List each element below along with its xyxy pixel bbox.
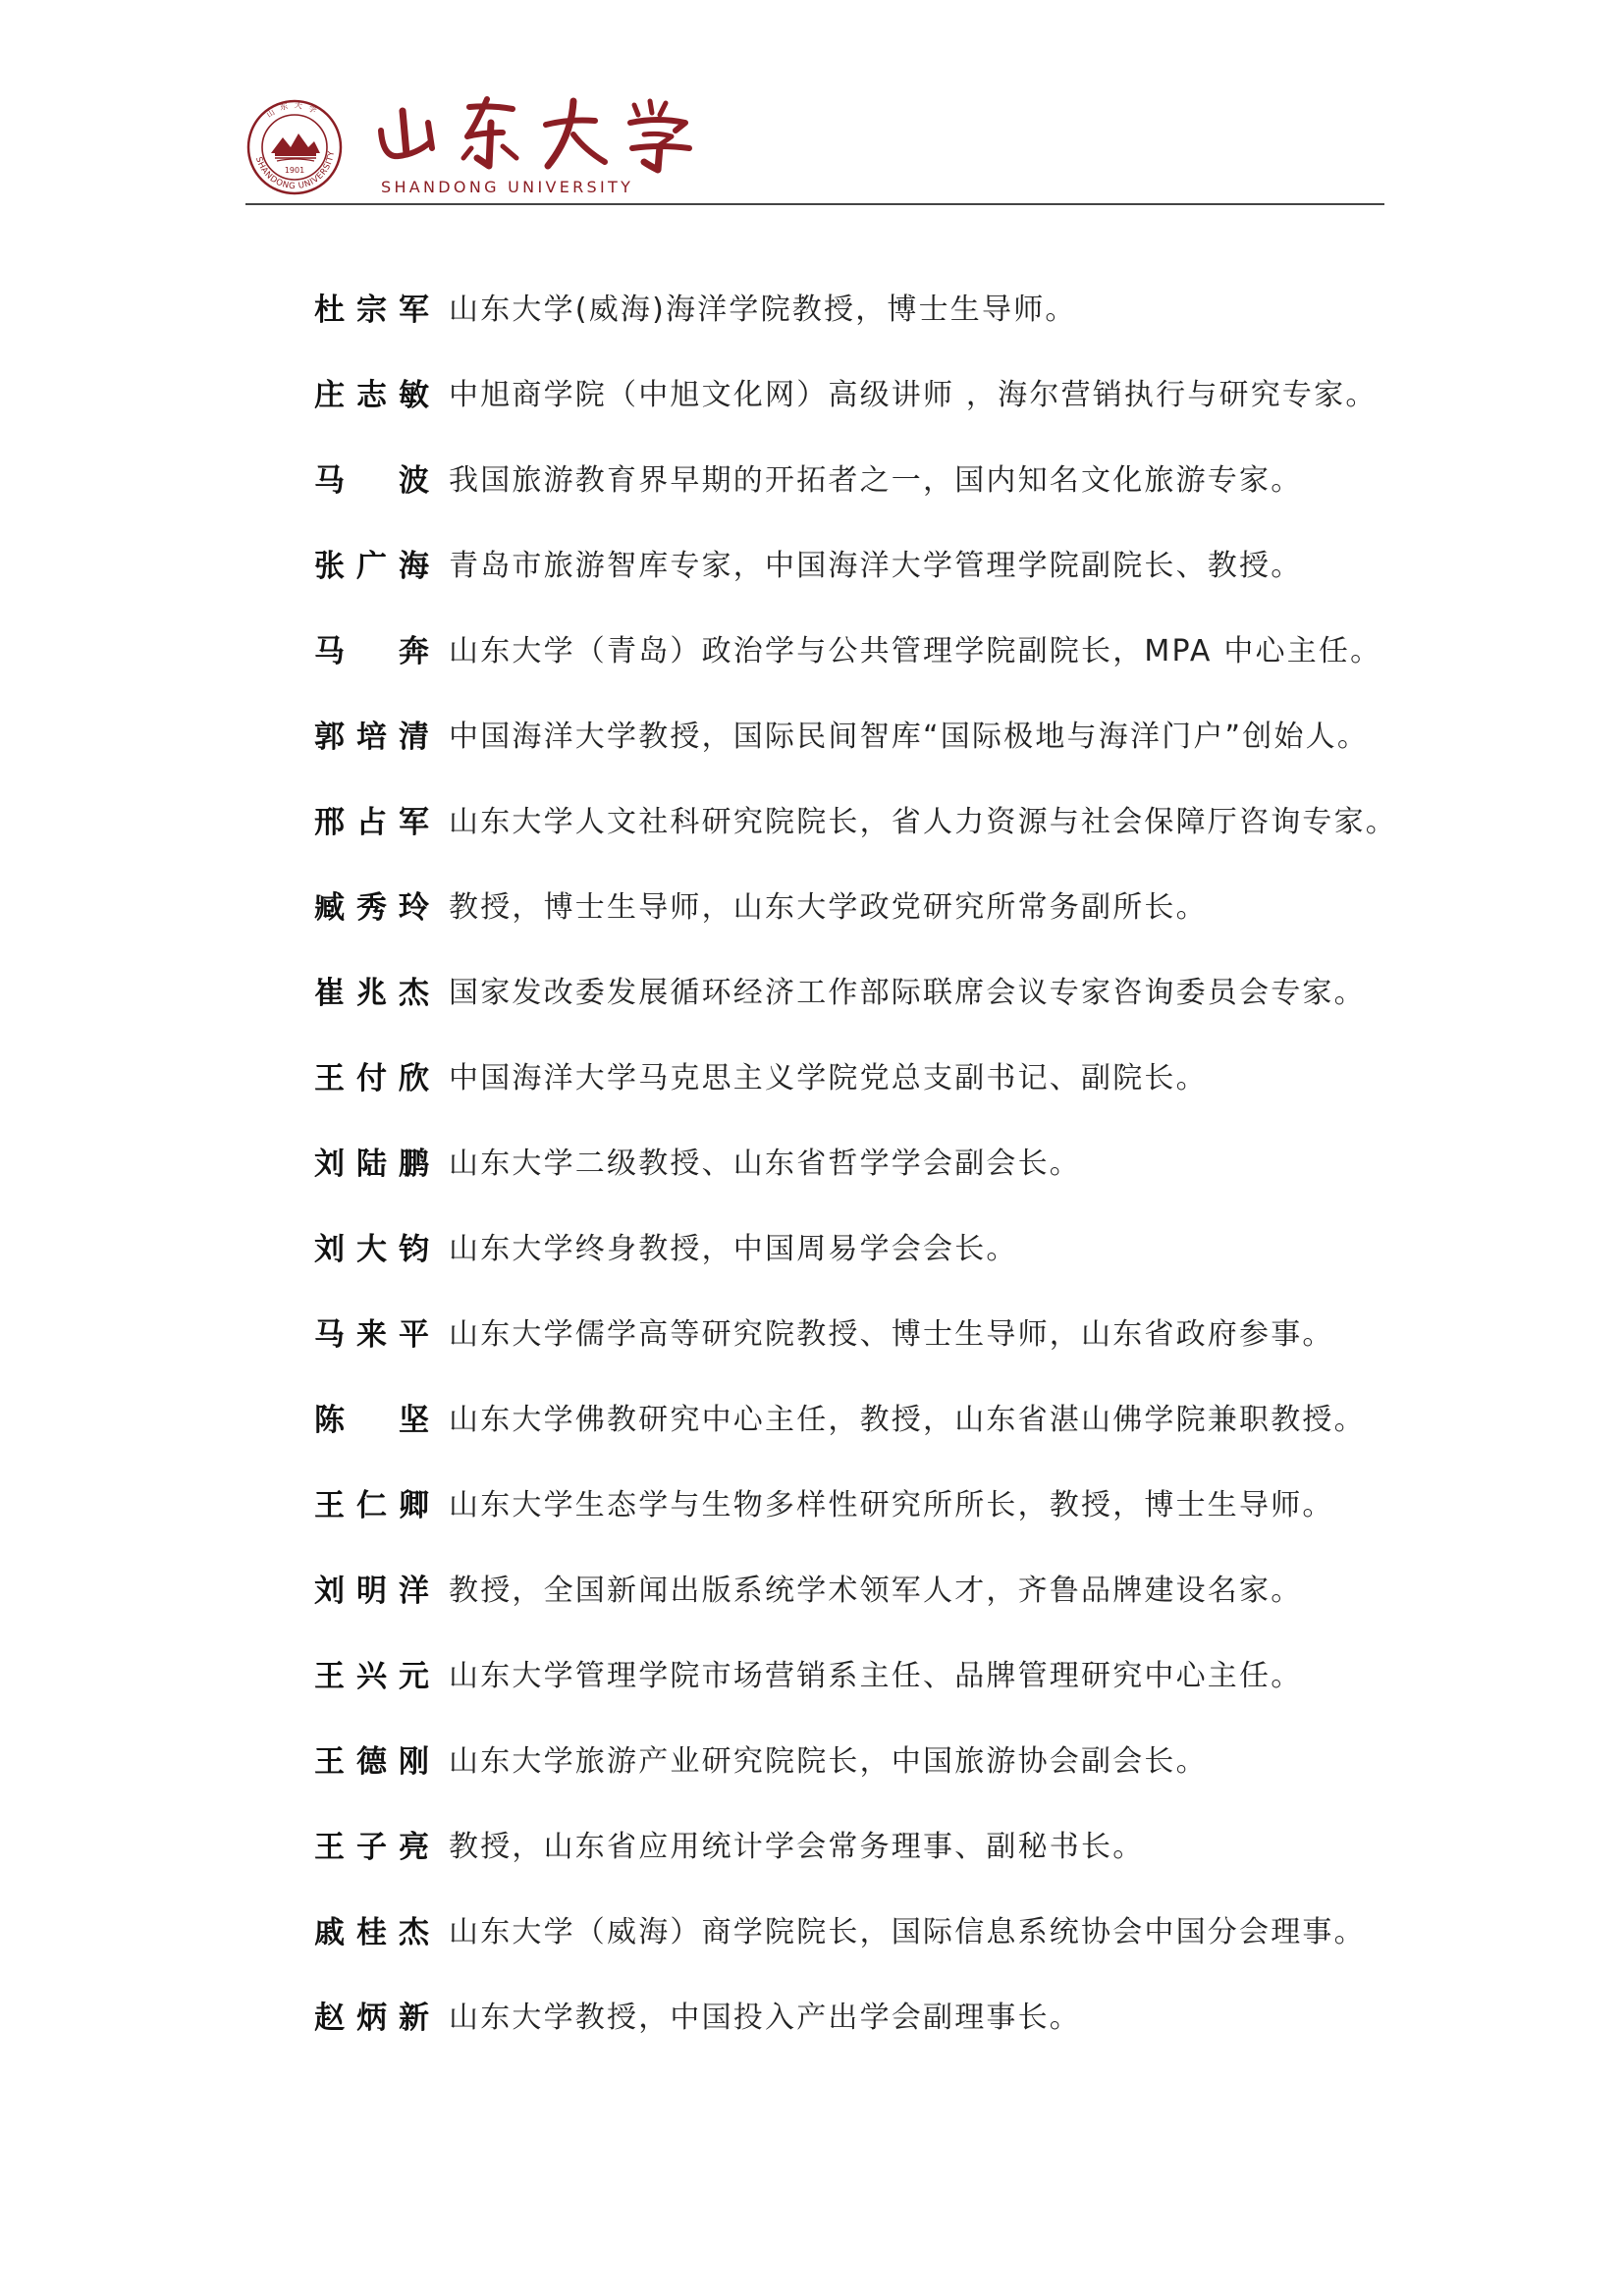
expert-entry [314, 1401, 1404, 1486]
seal-year: 1901 [284, 166, 305, 175]
expert-name: 王子亮 [314, 1830, 429, 1865]
seal-top-chars: 山东大学 [264, 100, 324, 120]
expert-entry [314, 888, 1404, 974]
university-logo [373, 93, 766, 201]
expert-name: 郭培清 [314, 720, 429, 755]
expert-entry [314, 291, 1404, 376]
expert-description: 教授，山东省应用统计学会常务理事、副秘书长。 [449, 1830, 1145, 1864]
expert-description: 山东大学佛教研究中心主任，教授，山东省湛山佛学院兼职教授。 [449, 1403, 1366, 1437]
svg-text:山东大学 [264, 99, 323, 119]
expert-entry [314, 803, 1404, 888]
header-divider [245, 203, 1384, 205]
expert-list [314, 291, 1404, 2084]
expert-description: 山东大学人文社科研究院院长，省人力资源与社会保障厅咨询专家。 [449, 805, 1397, 839]
expert-name: 臧秀玲 [314, 890, 429, 926]
expert-entry [314, 1913, 1404, 1999]
expert-name: 崔兆杰 [314, 976, 429, 1011]
expert-description: 我国旅游教育界早期的开拓者之一，国内知名文化旅游专家。 [449, 463, 1303, 498]
expert-description: 山东大学儒学高等研究院教授、博士生导师，山东省政府参事。 [449, 1317, 1334, 1352]
expert-name: 王德刚 [314, 1744, 429, 1780]
expert-name: 张广海 [314, 549, 429, 584]
expert-name: 王付欣 [314, 1061, 429, 1096]
seal-ring-text: SHANDONG UNIVERSITY [252, 149, 338, 192]
expert-description: 中旭商学院（中旭文化网）高级讲师 ，海尔营销执行与研究专家。 [449, 378, 1378, 412]
expert-name: 王兴元 [314, 1659, 429, 1694]
expert-description: 山东大学二级教授、山东省哲学学会副会长。 [449, 1147, 1081, 1181]
expert-description: 山东大学终身教授，中国周易学会会长。 [449, 1232, 1018, 1266]
expert-entry [314, 718, 1404, 803]
expert-name: 刘大钧 [314, 1232, 429, 1267]
expert-description: 山东大学（青岛）政治学与公共管理学院副院长，MPA 中心主任。 [449, 634, 1382, 668]
expert-entry [314, 376, 1404, 461]
university-seal-icon [245, 98, 344, 196]
university-calligraphy-logo [373, 93, 727, 174]
expert-description: 国家发改委发展循环经济工作部际联席会议专家咨询委员会专家。 [449, 976, 1366, 1010]
expert-name: 陈 坚 [314, 1403, 429, 1438]
expert-description: 山东大学旅游产业研究院院长，中国旅游协会副会长。 [449, 1744, 1208, 1779]
expert-name: 马来平 [314, 1317, 429, 1353]
expert-entry [314, 632, 1404, 718]
expert-entry [314, 1572, 1404, 1657]
expert-description: 山东大学教授，中国投入产出学会副理事长。 [449, 2001, 1081, 2035]
expert-entry [314, 1742, 1404, 1828]
page-header [245, 93, 1384, 203]
expert-description: 山东大学（威海）商学院院长，国际信息系统协会中国分会理事。 [449, 1915, 1366, 1949]
expert-name: 王仁卿 [314, 1488, 429, 1523]
expert-entry [314, 1230, 1404, 1315]
expert-description: 教授，博士生导师，山东大学政党研究所常务副所长。 [449, 890, 1208, 925]
expert-entry [314, 1145, 1404, 1230]
expert-entry [314, 1999, 1404, 2084]
expert-entry [314, 547, 1404, 632]
expert-entry [314, 1315, 1404, 1401]
expert-description: 山东大学(威海)海洋学院教授，博士生导师。 [449, 293, 1077, 327]
expert-entry [314, 1486, 1404, 1572]
expert-name: 邢占军 [314, 805, 429, 840]
expert-entry [314, 461, 1404, 547]
expert-name: 庄志敏 [314, 378, 429, 413]
expert-name: 杜宗军 [314, 293, 429, 328]
expert-name: 马 波 [314, 463, 429, 499]
expert-description: 中国海洋大学马克思主义学院党总支副书记、副院长。 [449, 1061, 1208, 1095]
expert-name: 马 奔 [314, 634, 429, 669]
expert-description: 青岛市旅游智库专家，中国海洋大学管理学院副院长、教授。 [449, 549, 1303, 583]
university-english-name: SHANDONG UNIVERSITY [381, 178, 634, 196]
expert-entry [314, 1059, 1404, 1145]
expert-entry [314, 1657, 1404, 1742]
expert-entry [314, 974, 1404, 1059]
expert-entry [314, 1828, 1404, 1913]
expert-name: 刘陆鹏 [314, 1147, 429, 1182]
expert-description: 中国海洋大学教授，国际民间智库“国际极地与海洋门户”创始人。 [449, 720, 1370, 754]
expert-name: 赵炳新 [314, 2001, 429, 2036]
expert-name: 刘明洋 [314, 1574, 429, 1609]
expert-description: 山东大学生态学与生物多样性研究所所长，教授，博士生导师。 [449, 1488, 1334, 1522]
expert-name: 戚桂杰 [314, 1915, 429, 1950]
expert-description: 教授，全国新闻出版系统学术领军人才，齐鲁品牌建设名家。 [449, 1574, 1303, 1608]
expert-description: 山东大学管理学院市场营销系主任、品牌管理研究中心主任。 [449, 1659, 1303, 1693]
